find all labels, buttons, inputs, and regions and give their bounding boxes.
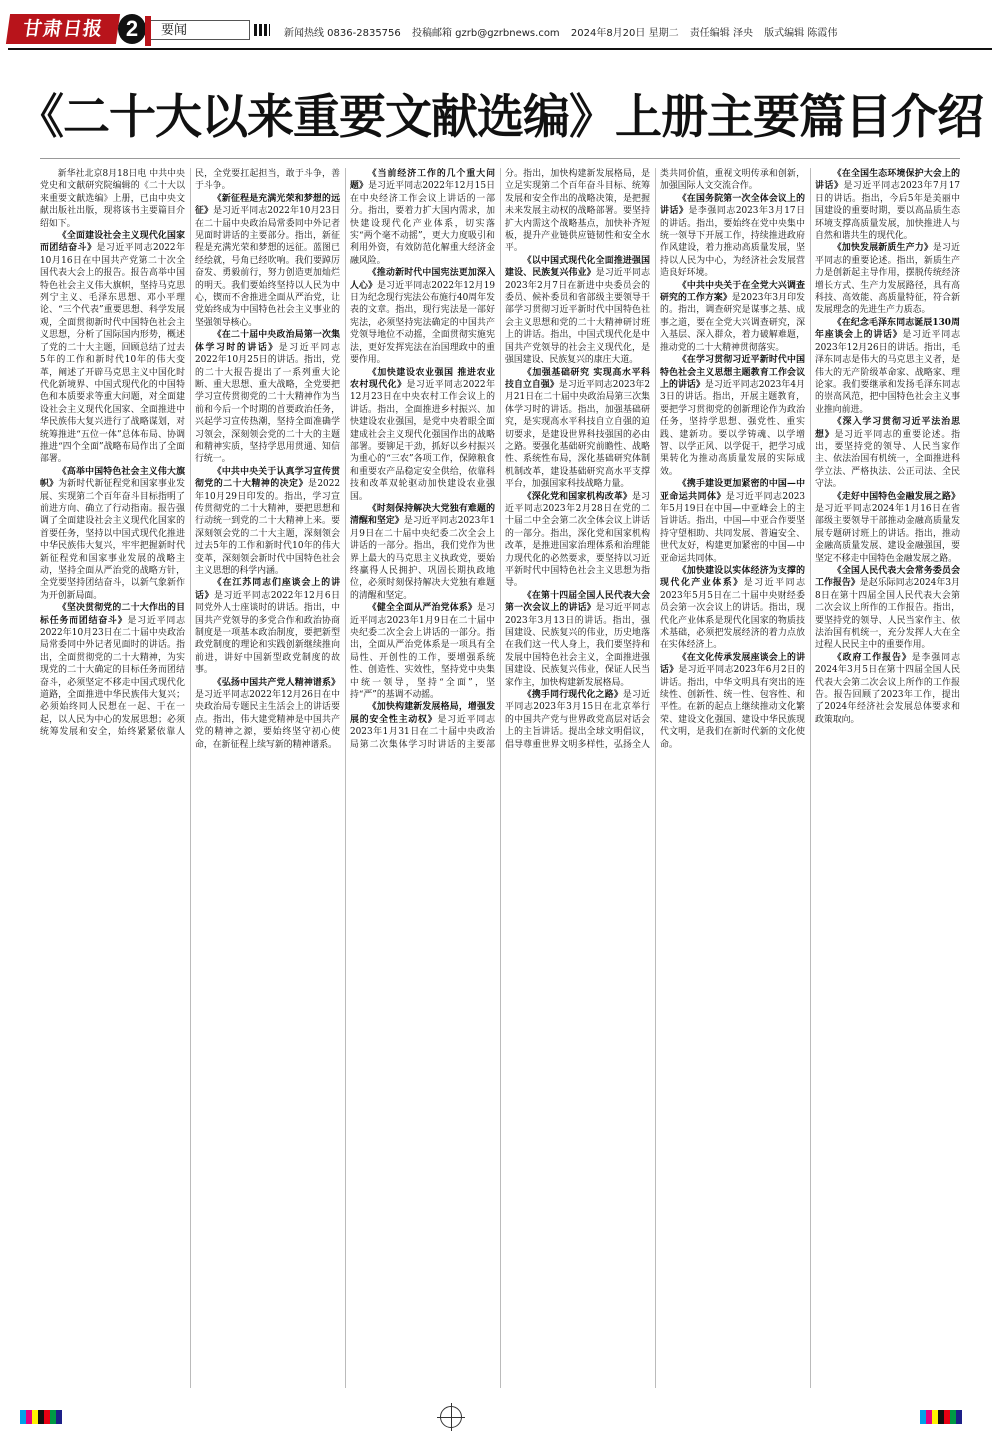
issue-date: 2024年8月20日 星期二 bbox=[570, 28, 679, 39]
paragraph-text: 是李强同志2024年3月5日在第十四届全国人民代表大会第二次会议上所作的工作报告。报告回顾了2023年工作，提出了2024年经济社会发展总体要求和政策取向。 bbox=[815, 652, 960, 725]
paragraph-title: 《在文化传承发展座谈会上的讲话》 bbox=[660, 652, 805, 676]
paragraph-text: 是习近平同志2022年10月23日在二十届中央政治局常委同中外记者见面时的讲话。指出，全面贯彻党的二十大精神，为实现党的二十大确定的目标任务而团结奋斗，必须坚定不移走中国式现代化道路，全面推进中华民族伟大复兴；必须始终同人民想在一起、干在一起，以人民为中心的发展思想；必须统筹发展和安全，始终紧紧依靠人民，全党要扛起担当，敢于斗争，善于斗争。 bbox=[40, 169, 340, 738]
header-info bbox=[284, 24, 845, 39]
article-paragraph bbox=[350, 168, 495, 267]
paragraph-title: 《以中国式现代化全面推进强国建设、民族复兴伟业》 bbox=[505, 255, 650, 279]
article-paragraph bbox=[195, 577, 340, 676]
article-paragraph bbox=[815, 652, 960, 726]
article-paragraph bbox=[195, 193, 340, 329]
paragraph-text: 为新时代新征程党和国家事业发展、实现第二个百年奋斗目标指明了前进方向、确立了行动指南。报告强调了全面建设社会主义现代化国家的首要任务，坚持以中国式现代化推进中华民族伟大复兴，牢牢把握新时代新征程党和国家事业发展的战略主动，坚持全面从严治党的战略方针，全党要坚持团结奋斗，以新气象新作为开创新局面。 bbox=[40, 479, 186, 601]
paragraph-text: 是习近平同志2023年5月19日在中国—中亚峰会上的主旨讲话。指出，中国—中亚合作要坚持守望相助、共同发展、普遍安全、世代友好，构建更加紧密的中国—中亚命运共同体。 bbox=[660, 491, 806, 564]
paragraph-title: 《时刻保持解决大党独有难题的清醒和坚定》 bbox=[350, 503, 495, 527]
paragraph-text: 是习近平同志2023年2月21日在二十届中央政治局第三次集体学习时的讲话。指出，加强基础研究，是实现高水平科技自立自强的迫切要求，是建设世界科技强国的必由之路。要强化基础研究前瞻性、战略性、系统性布局，深化基础研究体制机制改革，建设基础研究高水平支撑平台，加强国家科技战略力量。 bbox=[505, 379, 651, 490]
paragraph-text: 是习近平同志2023年4月3日的讲话。指出，开展主题教育，要把学习贯彻党的创新理论作为政治任务，坚持学思想、强党性、重实践、建新功。要以学铸魂、以学增智、以学正风、以学促干，把学习成果转化为推动高质量发展的实际成效。 bbox=[660, 379, 806, 477]
paragraph-text: 是李强同志2023年3月17日的讲话。指出，要始终在党中央集中统一领导下开展工作，持续推进政府作风建设，着力推动高质量发展，坚持以人民为中心，为经济社会发展营造良好环境。 bbox=[660, 206, 805, 279]
paragraph-text: 是习近平同志的重要论述。指出，要坚持党的领导、人民当家作主、依法治国有机统一，全面推进科学立法、严格执法、公正司法、全民守法。 bbox=[815, 429, 960, 490]
paragraph-text: 是习近平同志2022年12月15日在中央经济工作会议上讲话的一部分。指出，要着力扩大国内需求，加快建设现代化产业体系，切实落实“两个毫不动摇”，更大力度吸引和利用外资，有效防范化解重大经济金融风险。 bbox=[350, 181, 496, 266]
paragraph-text: 是习近平同志2022年10月23日在二十届中央政治局常委同中外记者见面时讲话的主要部分。指出，新征程是充满光荣和梦想的远征。蓝图已经绘就，号角已经吹响。我们要踔厉奋发、勇毅前行，努力创造更加灿烂的明天。我们要始终坚持以人民为中心，锲而不舍推进全面从严治党，让党始终成为中国特色社会主义事业的坚强领导核心。 bbox=[195, 206, 341, 328]
paragraph-text: 是习近平同志2023年3月15日在北京举行的中国共产党与世界政党高层对话会上的主旨讲话。提出全球文明倡议，倡导尊重世界文明多样性，弘扬全人类共同价值，重视文明传承和创新，加强国际人文交流合作。 bbox=[505, 169, 805, 750]
paragraph-title: 《在学习贯彻习近平新时代中国特色社会主义思想主题教育工作会议上的讲话》 bbox=[660, 355, 805, 390]
paragraph-text: 是习近平同志2024年1月16日在省部级主要领导干部推动金融高质量发展专题研讨班上的讲话。指出，推动金融高质量发展、建设金融强国，要坚定不移走中国特色金融发展之路。 bbox=[815, 503, 960, 564]
paper-logo: 甘肃日报 bbox=[6, 14, 120, 44]
paragraph-title: 《携手同行现代化之路》 bbox=[522, 690, 623, 701]
section-label: 要闻 bbox=[161, 23, 188, 38]
article-paragraph bbox=[815, 317, 960, 416]
article-paragraph bbox=[660, 354, 805, 478]
paragraph-title: 《健全全面从严治党体系》 bbox=[367, 603, 478, 614]
paragraph-text: 是习近平同志2022年12月19日为纪念现行宪法公布施行40周年发表的文章。指出，现行宪法是一部好宪法，必须坚持宪法确定的中国共产党领导地位不动摇，全面贯彻实施宪法，更好发挥宪法在治国理政中的重要作用。 bbox=[350, 280, 496, 366]
paragraph-title: 《弘扬中国共产党人精神谱系》 bbox=[212, 677, 340, 688]
article-paragraph bbox=[40, 230, 185, 466]
article-paragraph bbox=[505, 367, 650, 491]
paragraph-text: 是习近平同志2023年5月5日在二十届中央财经委员会第一次会议上的讲话。指出，现代化产业体系是现代化国家的物质技术基础，必须把发展经济的着力点放在实体经济上。 bbox=[660, 578, 806, 651]
paragraph-title: 《加强基础研究 实现高水平科技自立自强》 bbox=[505, 367, 650, 390]
paragraph-text: 是赵乐际同志2024年3月8日在第十四届全国人民代表大会第二次会议上所作的工作报告。指出，要坚持党的领导、人民当家作主、依法治国有机统一，充分发挥人大在全过程人民民主中的重要作用。 bbox=[815, 578, 960, 651]
article-paragraph bbox=[815, 242, 960, 316]
paragraph-text: 是习近平同志2023年6月2日的讲话。指出，中华文明具有突出的连续性、创新性、统一性、包容性、和平性。在新的起点上继续推动文化繁荣、建设文化强国、建设中华民族现代文明，是我们在新时代新的文化使命。 bbox=[660, 665, 806, 750]
masthead-rule bbox=[8, 48, 992, 50]
article-paragraph bbox=[195, 329, 340, 465]
article-paragraph bbox=[195, 466, 340, 578]
paragraph-title: 《全国人民代表大会常务委员会工作报告》 bbox=[815, 566, 960, 589]
page-number: 2 bbox=[118, 14, 146, 44]
paragraph-text: 是习近平同志2023年7月17日的讲话。指出，今后5年是美丽中国建设的重要时期，要以高品质生态环境支撑高质量发展，加快推进人与自然和谐共生的现代化。 bbox=[815, 181, 960, 242]
hotline: 新闻热线 0836-2835756 bbox=[284, 28, 401, 39]
section-marker bbox=[145, 16, 151, 46]
paragraph-text: 是习近平同志2023年1月31日在二十届中央政治局第二次集体学习时讲话的主要部分。指出，加快构建新发展格局，是立足实现第二个百年奋斗目标、统筹发展和安全作出的战略决策，是把握未来发展主动权的战略部署。要坚持扩大内需这个战略基点，加快补齐短板，提升产业链供应链韧性和安全水平。 bbox=[350, 169, 650, 750]
paragraph-title: 《在江苏同志们座谈会上的讲话》 bbox=[195, 578, 340, 601]
paragraph-title: 《加快建设以实体经济为支撑的现代化产业体系》 bbox=[660, 566, 805, 589]
paragraph-title: 《在第十四届全国人民代表大会第一次会议上的讲话》 bbox=[505, 590, 650, 614]
article-paragraph bbox=[660, 478, 805, 565]
registration-mark-icon bbox=[440, 1406, 462, 1428]
paragraph-text: 是习近平同志2023年12月26日的讲话。指出，毛泽东同志是伟大的马克思主义者，是伟大的无产阶级革命家、战略家、理论家。我们要继承和发扬毛泽东同志的崇高风范，把中国特色社会主义事业推向前进。 bbox=[815, 330, 960, 415]
paragraph-title: 《高举中国特色社会主义伟大旗帜》 bbox=[40, 466, 185, 490]
paragraph-title: 《政府工作报告》 bbox=[832, 652, 912, 663]
paragraph-text: 是习近平同志2022年12月26日在中央政治局专题民主生活会上的讲话要点。指出，伟大建党精神是中国共产党的精神之源，要始终坚守初心使命，在新征程上续写新的精神谱系。 bbox=[195, 690, 340, 750]
article-paragraph bbox=[350, 367, 495, 503]
paragraph-title: 《全面建设社会主义现代化国家而团结奋斗》 bbox=[40, 231, 185, 254]
article-paragraph bbox=[40, 466, 185, 602]
article-paragraph bbox=[40, 168, 185, 230]
paragraph-text: 新华社北京8月18日电 中共中央党史和文献研究院编辑的《二十大以来重要文献选编》上册，已由中央文献出版社出版，现将该书主要篇目介绍如下。 bbox=[40, 169, 185, 229]
article-paragraph bbox=[660, 652, 805, 751]
paragraph-title: 《深入学习贯彻习近平法治思想》 bbox=[815, 417, 960, 440]
headline-rule bbox=[40, 158, 960, 159]
article-paragraph bbox=[505, 491, 650, 590]
paragraph-text: 是习近平同志2023年1月9日在二十届中央纪委二次全会上讲话的一部分。指出，我们党作为世界上最大的马克思主义执政党，要始终赢得人民拥护、巩固长期执政地位，必须时刻保持解决大党独有难题的清醒和坚定。 bbox=[350, 516, 496, 601]
layout-editor: 版式编辑 陈霞伟 bbox=[764, 28, 838, 39]
paragraph-title: 《加快建设农业强国 推进农业农村现代化》 bbox=[350, 367, 495, 390]
paragraph-text: 是习近平同志2022年12月6日同党外人士座谈时的讲话。指出，中国共产党领导的多党合作和政治协商制度是一项基本政治制度，要把新型政党制度的理论和实践创新继续推向前进，讲好中国新型政党制度的故事。 bbox=[195, 590, 341, 676]
article-paragraph bbox=[350, 503, 495, 602]
paragraph-title: 《在国务院第一次全体会议上的讲话》 bbox=[660, 193, 805, 217]
article-paragraph bbox=[350, 267, 495, 366]
paragraph-title: 《在纪念毛泽东同志诞辰130周年座谈会上的讲话》 bbox=[815, 317, 960, 341]
paragraph-text: 是习近平同志2022年10月16日在中国共产党第二十次全国代表大会上的报告。报告高举中国特色社会主义伟大旗帜，坚持马克思列宁主义、毛泽东思想、邓小平理论、“三个代表”重要思想、科学发展观，全面贯彻新时代中国特色社会主义思想，分析了国际国内形势，概述了党的二十大主题，回顾总结了过去5年的工作和新时代10年的伟大变革，阐述了开辟马克思主义中国化时代化新境界、中国式现代化的中国特色和本质要求等重大问题，对全面建设社会主义现代化国家、全面推进中华民族伟大复兴进行了战略谋划，对统筹推进“五位一体”总体布局、协调推进“四个全面”战略布局作出了全面部署。 bbox=[40, 243, 185, 465]
paragraph-title: 《携手建设更加紧密的中国—中亚命运共同体》 bbox=[660, 479, 805, 502]
paragraph-title: 《加快构建新发展格局，增强发展的安全性主动权》 bbox=[350, 702, 495, 725]
article-paragraph bbox=[660, 280, 805, 354]
paragraph-title: 《推动新时代中国宪法更加深入人心》 bbox=[350, 268, 495, 291]
article-paragraph bbox=[195, 677, 340, 751]
decorative-ribbon bbox=[254, 24, 270, 36]
paragraph-title: 《在全国生态环境保护大会上的讲话》 bbox=[815, 169, 960, 192]
paragraph-title: 《走好中国特色金融发展之路》 bbox=[832, 491, 960, 502]
paragraph-text: 是习近平同志2022年10月25日的讲话。指出，党的二十大报告提出了一系列重大论断、重大思想、重大战略，全党要把学习宣传贯彻党的二十大精神作为当前和今后一个时期的首要政治任务，兴起学习宣传热潮，坚持全面准确学习领会，深刻领会党的二十大的主题和精神实质，坚持学思用贯通、知信行统一。 bbox=[195, 342, 341, 465]
paragraph-title: 《深化党和国家机构改革》 bbox=[522, 491, 633, 502]
article-paragraph bbox=[660, 193, 805, 280]
article-body bbox=[40, 168, 960, 1388]
paragraph-title: 《中共中央关于认真学习宣传贯彻党的二十大精神的决定》 bbox=[195, 466, 340, 490]
paragraph-text: 是2022年10月29日印发的。指出，学习宣传贯彻党的二十大精神，要把思想和行动统一到党的二十大精神上来。要深刻领会党的二十大主题，深刻领会过去5年的工作和新时代10年的伟大变革，深刻领会新时代中国特色社会主义思想的科学内涵。 bbox=[195, 479, 341, 576]
paragraph-title: 《中共中央关于在全党大兴调查研究的工作方案》 bbox=[660, 280, 805, 304]
article-paragraph bbox=[350, 602, 495, 701]
paragraph-text: 是习近平同志2022年12月23日在中央农村工作会议上的讲话。指出，全面推进乡村振兴、加快建设农业强国，是党中央着眼全面建成社会主义现代化强国作出的战略部署。要铆足干劲，抓好以乡村振兴为重心的“三农”各项工作，保障粮食和重要农产品稳定安全供给，依靠科技和改革双轮驱动加快建设农业强国。 bbox=[350, 379, 495, 502]
article-paragraph bbox=[505, 255, 650, 367]
paragraph-text: 是习近平同志2023年2月28日在党的二十届二中全会第二次全体会议上讲话的一部分。指出，深化党和国家机构改革，是推进国家治理体系和治理能力现代化的必然要求，要坚持以习近平新时代中国特色社会主义思想为指导。 bbox=[505, 491, 651, 589]
article-paragraph bbox=[815, 565, 960, 652]
article-paragraph bbox=[660, 565, 805, 652]
headline: 《二十大以来重要文献选编》上册主要篇目介绍 bbox=[17, 90, 983, 145]
paragraph-text: 是习近平同志的重要论述。指出，新质生产力是创新起主导作用，摆脱传统经济增长方式、生产力发展路径，具有高科技、高效能、高质量特征，符合新发展理念的先进生产力质态。 bbox=[815, 243, 960, 316]
paragraph-title: 《坚决贯彻党的二十大作出的目标任务而团结奋斗》 bbox=[40, 603, 185, 626]
paragraph-title: 《在二十届中央政治局第一次集体学习时的讲话》 bbox=[195, 330, 340, 353]
print-footer bbox=[0, 1398, 1000, 1436]
article-paragraph bbox=[815, 168, 960, 242]
paragraph-text: 是习近平同志2023年3月13日的讲话。指出，强国建设、民族复兴的伟业，历史地落在我们这一代人身上，我们要坚持和发展中国特色社会主义，全面推进强国建设、民族复兴伟业，保证人民当家作主，加快构建新发展格局。 bbox=[505, 603, 650, 688]
article-paragraph bbox=[505, 590, 650, 689]
email: 投稿邮箱 gzrb@gzrbnews.com bbox=[411, 28, 560, 39]
paragraph-title: 《新征程是充满光荣和梦想的远征》 bbox=[195, 193, 340, 217]
color-swatch bbox=[62, 1410, 68, 1424]
paragraph-text: 是2023年3月印发的。指出，调查研究是谋事之基、成事之道，要在全党大兴调查研究，深入基层、深入群众，着力破解难题，推动党的二十大精神贯彻落实。 bbox=[660, 293, 806, 353]
article-paragraph bbox=[815, 416, 960, 490]
responsible-editor: 责任编辑 泽央 bbox=[689, 28, 753, 39]
paragraph-text: 是习近平同志2023年2月7日在新进中央委员会的委员、候补委员和省部级主要领导干部学习贯彻习近平新时代中国特色社会主义思想和党的二十大精神研讨班上的讲话。指出，中国式现代化是中国共产党领导的社会主义现代化，是强国建设、民族复兴的康庄大道。 bbox=[505, 268, 650, 366]
section-tab bbox=[150, 20, 250, 40]
paragraph-title: 《加快发展新质生产力》 bbox=[832, 243, 933, 254]
color-swatch bbox=[962, 1410, 968, 1424]
masthead bbox=[0, 0, 1000, 52]
paragraph-title: 《当前经济工作的几个重大问题》 bbox=[350, 169, 495, 192]
color-bar-left bbox=[20, 1410, 68, 1424]
article-paragraph bbox=[815, 491, 960, 565]
color-bar-right bbox=[920, 1410, 968, 1424]
paragraph-text: 是习近平同志2023年1月9日在二十届中央纪委二次全会上讲话的一部分。指出，全面从严治党体系是一项具有全局性、开创性的工作，要增强系统性、创造性、实效性，坚持党中央集中统一领导，坚持“全面”，坚持“严”的基调不动摇。 bbox=[350, 603, 496, 701]
